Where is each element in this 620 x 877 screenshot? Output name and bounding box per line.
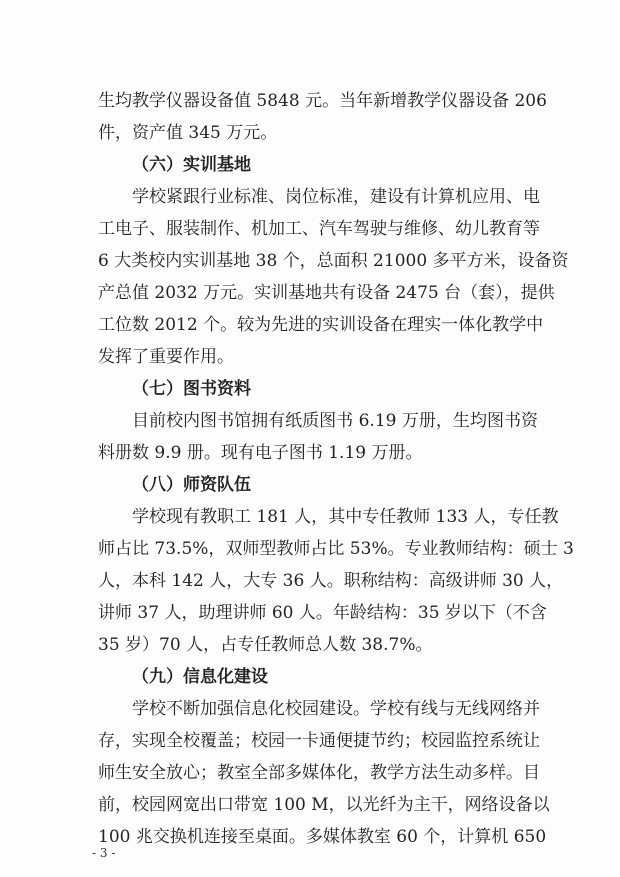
body-text-line: 前，校园网宽出口带宽 100 M，以光纤为主干，网络设备以 [98, 795, 550, 815]
body-text-line: 师占比 73.5%，双师型教师占比 53%。专业教师结构：硕士 3 [98, 539, 574, 559]
body-text-line: 学校现有教职工 181 人，其中专任教师 133 人，专任教 [132, 507, 559, 527]
body-text-line: 工位数 2012 个。较为先进的实训设备在理实一体化教学中 [98, 315, 544, 335]
body-text-line: 讲师 37 人，助理讲师 60 人。年龄结构：35 岁以下（不含 [98, 603, 547, 623]
body-text-line: 生均教学仪器设备值 5848 元。当年新增教学仪器设备 206 [98, 91, 547, 111]
body-text-line: 发挥了重要作用。 [98, 347, 234, 367]
body-text-line: 学校不断加强信息化校园建设。学校有线与无线网络并 [132, 699, 540, 719]
page-number: - 3 - [92, 846, 116, 860]
body-text-line: 件，资产值 345 万元。 [98, 123, 278, 143]
body-text-line: 师生安全放心；教室全部多媒体化，教学方法生动多样。目 [98, 763, 540, 783]
section-heading-library: （七）图书资料 [132, 379, 251, 399]
body-text-line: 料册数 9.9 册。现有电子图书 1.19 万册。 [98, 443, 423, 463]
body-text-line: 100 兆交换机连接至桌面。多媒体教室 60 个，计算机 650 [98, 827, 547, 847]
body-text-line: 产总值 2032 万元。实训基地共有设备 2475 台（套），提供 [98, 283, 555, 303]
body-text-line: 人，本科 142 人，大专 36 人。职称结构：高级讲师 30 人， [98, 571, 564, 591]
body-text-line: 存，实现全校覆盖；校园一卡通便捷节约；校园监控系统让 [98, 731, 540, 751]
body-text-line: 35 岁）70 人，占专任教师总人数 38.7%。 [98, 635, 433, 655]
section-heading-training-bases: （六）实训基地 [132, 155, 251, 175]
section-heading-faculty: （八）师资队伍 [132, 475, 251, 495]
body-text-line: 目前校内图书馆拥有纸质图书 6.19 万册，生均图书资 [132, 411, 538, 431]
section-heading-informatization: （九）信息化建设 [132, 667, 268, 687]
body-text-line: 工电子、服装制作、机加工、汽车驾驶与维修、幼儿教育等 [98, 219, 540, 239]
body-text-line: 学校紧跟行业标准、岗位标准，建设有计算机应用、电 [132, 187, 540, 207]
body-text-line: 6 大类校内实训基地 38 个，总面积 21000 多平方米，设备资 [98, 251, 569, 271]
